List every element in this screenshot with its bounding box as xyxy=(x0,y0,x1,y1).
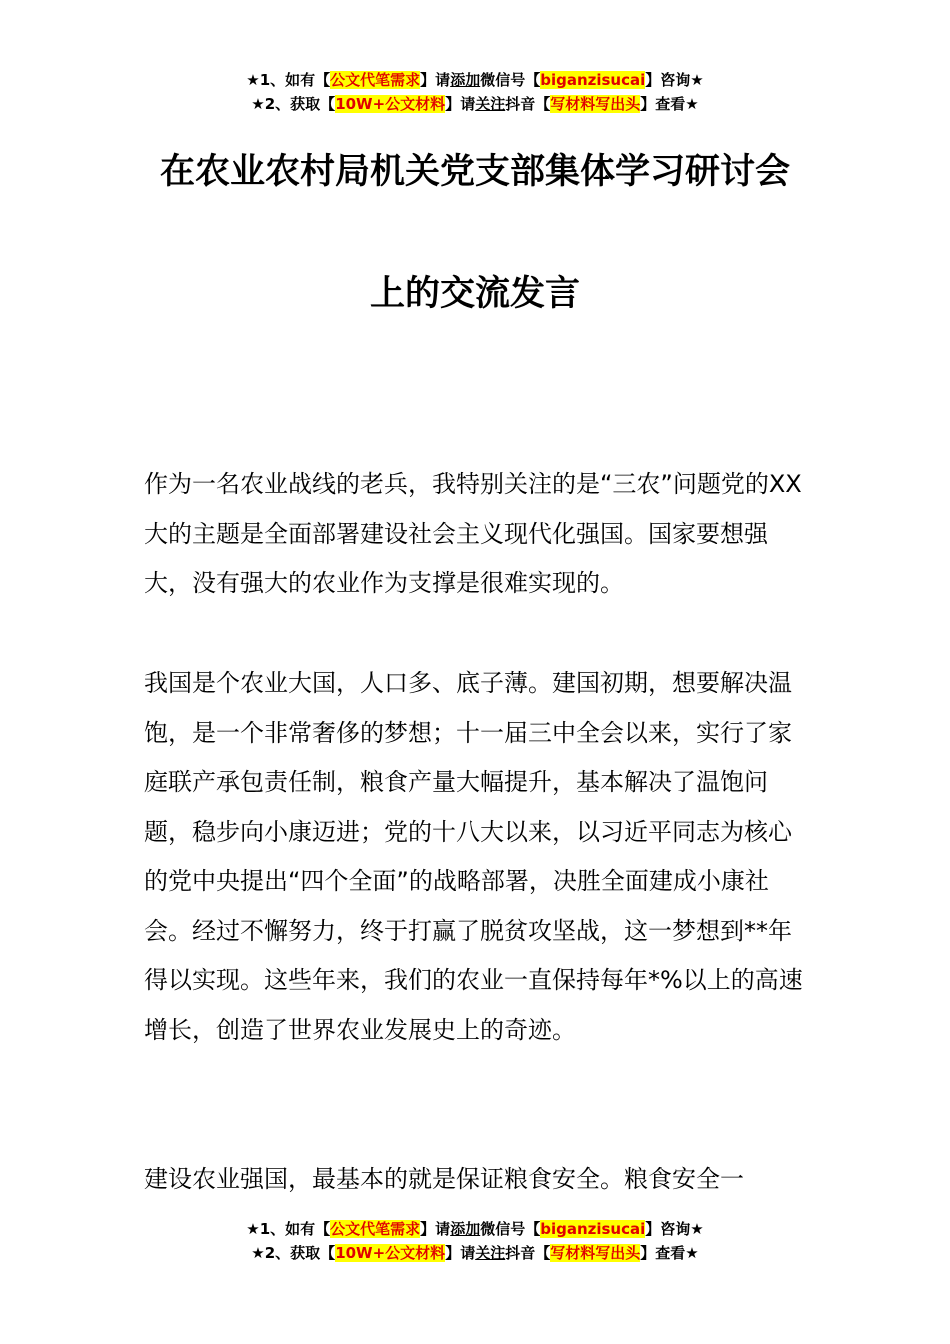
promo-line-1 xyxy=(0,1217,950,1241)
promo-line-1 xyxy=(0,68,950,92)
promo-highlight: 10W+公文材料 xyxy=(335,1244,446,1262)
promo-text: 微信号【 xyxy=(480,71,541,89)
promo-text: 】查看★ xyxy=(640,1244,699,1262)
body-paragraph-2: 我国是个农业大国，人口多、底子薄。建国初期，想要解决温饱，是一个非常奢侈的梦想；十一届三中全会以来，实行了家庭联产承包责任制，粮食产量大幅提升，基本解决了温饱问题，稳步向小康迈进；党的十八大以来，以习近平同志为核心的党中央提出“四个全面”的战略部署，决胜全面建成小康社会。经过不懈努力，终于打赢了脱贫攻坚战，这一梦想到**年得以实现。这些年来，我们的农业一直保持每年*%以上的高速增长，创造了世界农业发展史上的奇迹。 xyxy=(144,669,803,1044)
promo-text: ★2、获取【 xyxy=(251,95,336,113)
promo-text: 】请 xyxy=(420,1220,451,1238)
promo-line-2 xyxy=(0,1241,950,1265)
promo-douyin-id: 写材料写出头 xyxy=(550,1244,641,1262)
promo-emphasis: 添加 xyxy=(450,71,481,89)
promo-text: 】请 xyxy=(445,95,476,113)
promo-banner-top xyxy=(0,68,950,116)
promo-banner-bottom xyxy=(0,1217,950,1265)
promo-text: ★2、获取【 xyxy=(251,1244,336,1262)
promo-highlight: 10W+公文材料 xyxy=(335,95,446,113)
promo-text: 】请 xyxy=(420,71,451,89)
promo-text: 微信号【 xyxy=(480,1220,541,1238)
promo-text: 】请 xyxy=(445,1244,476,1262)
document-title-line-2: 上的交流发言 xyxy=(369,274,580,314)
promo-wechat-id: biganzisucai xyxy=(540,71,646,89)
promo-text: ★1、如有【 xyxy=(246,71,331,89)
document-title-line-1: 在农业农村局机关党支部集体学习研讨会 xyxy=(159,152,790,192)
promo-text: ★1、如有【 xyxy=(246,1220,331,1238)
promo-text: 】咨询★ xyxy=(645,71,704,89)
promo-highlight: 公文代笔需求 xyxy=(330,71,421,89)
promo-line-2 xyxy=(0,92,950,116)
promo-text: 抖音【 xyxy=(505,1244,551,1262)
promo-douyin-id: 写材料写出头 xyxy=(550,95,641,113)
promo-text: 抖音【 xyxy=(505,95,551,113)
body-paragraph-3: 建设农业强国，最基本的就是保证粮食安全。粮食安全一 xyxy=(144,1165,744,1193)
promo-wechat-id: biganzisucai xyxy=(540,1220,646,1238)
body-paragraph-1: 作为一名农业战线的老兵，我特别关注的是“三农”问题党的XX大的主题是全面部署建设社会主义现代化强国。国家要想强大，没有强大的农业作为支撑是很难实现的。 xyxy=(144,470,802,597)
promo-highlight: 公文代笔需求 xyxy=(330,1220,421,1238)
promo-text: 】查看★ xyxy=(640,95,699,113)
promo-emphasis: 关注 xyxy=(475,95,506,113)
promo-emphasis: 添加 xyxy=(450,1220,481,1238)
promo-emphasis: 关注 xyxy=(475,1244,506,1262)
promo-text: 】咨询★ xyxy=(645,1220,704,1238)
